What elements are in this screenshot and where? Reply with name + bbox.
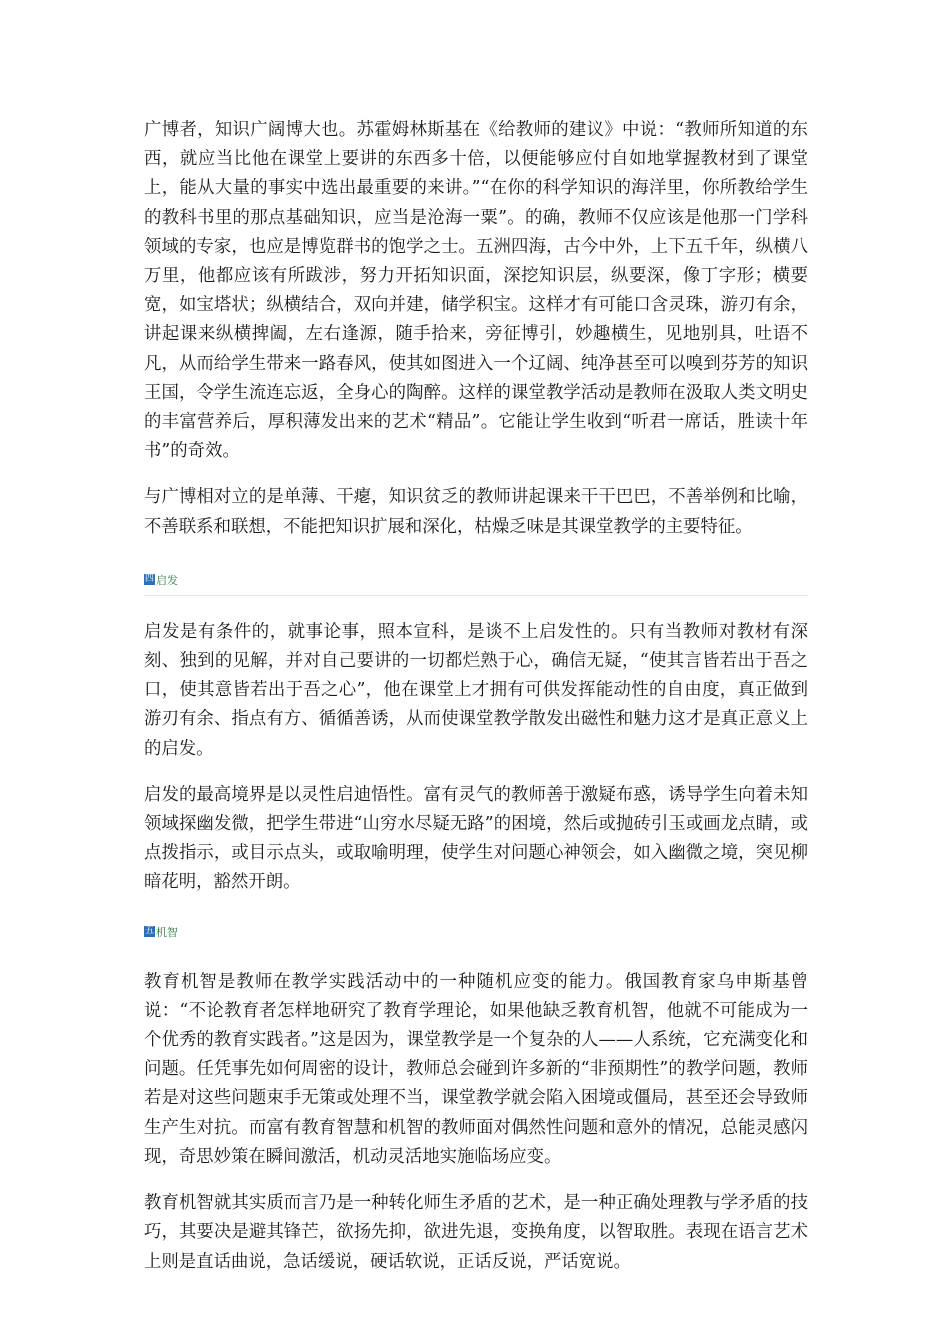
section-number-badge: 五 — [144, 926, 154, 937]
intro-paragraph-1: 广博者，知识广阔博大也。苏霍姆林斯基在《给教师的建议》中说：“教师所知道的东西，就应当比他在课堂上要讲的东西多十倍，以便能够应付自如地掌握教材到了课堂上，能从大量的事实中选出最重要的来讲。”“在你的科学知识的海洋里，你所教给学生的教科书里的那点基础知识，应当是沧海一粟”。的确，教师不仅应该是他那一门学科领域的专家，也应是博览群书的饱学之士。五洲四海，古今中外，上下五千年，纵横八万里，他都应该有所跋涉，努力开拓知识面，深挖知识层，纵要深，像丁字形；横要宽，如宝塔状；纵横结合，双向并建，储学积宝。这样才有可能口含灵珠，游刃有余，讲起课来纵横捭阖，左右逢源，随手拾来，旁征博引，妙趣横生，见地别具，吐语不凡，从而给学生带来一路春风，使其如图进入一个辽阔、纯净甚至可以嗅到芬芳的知识王国，令学生流连忘返，全身心的陶醉。这样的课堂教学活动是教师在汲取人类文明史的丰富营养后，厚积薄发出来的艺术“精品”。它能让学生收到“听君一席话，胜读十年书”的奇效。 — [144, 120, 808, 462]
qifa-paragraph-1: 启发是有条件的，就事论事，照本宣科，是谈不上启发性的。只有当教师对教材有深刻、独到的见解，并对自己要讲的一切都烂熟于心，确信无疑，“使其言皆若出于吾之口，使其意皆若出于吾之心”，他在课堂上才拥有可供发挥能动性的自由度，真正做到游刃有余、指点有方、循循善诱，从而使课堂教学散发出磁性和魅力这才是真正意义上的启发。 — [144, 621, 808, 759]
section-number-badge: 四 — [144, 574, 154, 585]
jizhi-paragraph-1: 教育机智是教师在教学实践活动中的一种随机应变的能力。俄国教育家乌申斯基曾说：“不论教育者怎样地研究了教育学理论，如果他缺乏教育机智，他就不可能成为一个优秀的教育实践者。”这是因为，课堂教学是一个复杂的人——人系统，它充满变化和问题。任凭事先如何周密的设计，教师总会碰到许多新的“非预期性”的教学问题，教师若是对这些问题束手无策或处理不当，课堂教学就会陷入困境或僵局，甚至还会导致师生产生对抗。而富有教育智慧和机智的教师面对偶然性问题和意外的情况，总能灵感闪现，奇思妙策在瞬间激活，机动灵活地实施临场应变。 — [144, 971, 808, 1167]
intro-paragraph-2: 与广博相对立的是单薄、干瘪，知识贫乏的教师讲起课来干干巴巴，不善举例和比喻，不善联系和联想，不能把知识扩展和深化，枯燥乏味是其课堂教学的主要特征。 — [144, 487, 808, 537]
section-heading-qifa — [144, 572, 808, 588]
section-title: 机智 — [156, 925, 178, 939]
section-heading-jizhi — [144, 924, 808, 940]
document-page — [144, 116, 808, 1277]
jizhi-paragraph-2: 教育机智就其实质而言乃是一种转化师生矛盾的艺术，是一种正确处理教与学矛盾的技巧，其要决是避其锋芒，欲扬先抑，欲进先退，变换角度，以智取胜。表现在语言艺术上则是直话曲说，急话缓说，硬话软说，正话反说，严话宽说。 — [144, 1193, 808, 1272]
qifa-paragraph-2: 启发的最高境界是以灵性启迪悟性。富有灵气的教师善于激疑布惑，诱导学生向着未知领域探幽发微，把学生带进“山穷水尽疑无路”的困境，然后或抛砖引玉或画龙点睛，或点拨指示，或目示点头，或取喻明理，使学生对问题心神领会，如入幽微之境，突见柳暗花明，豁然开朗。 — [144, 784, 808, 893]
section-title: 启发 — [156, 573, 178, 587]
